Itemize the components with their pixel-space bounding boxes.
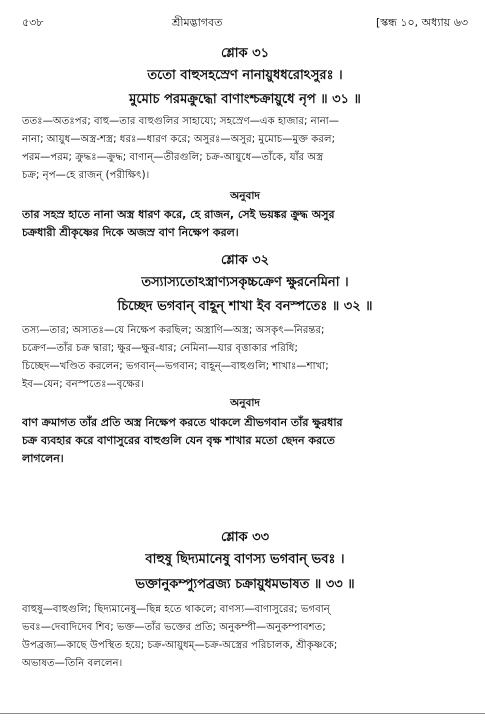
verse-31-label: শ্লোক ৩১ xyxy=(220,46,270,61)
verse-31-synonyms xyxy=(22,113,468,185)
verse-33-line-1: বাহুষু ছিদ্যমানেষু বাণস্য ভগবান্ ভবঃ । xyxy=(145,552,345,567)
book-title: শ্রীমদ্ভাগবত xyxy=(172,16,223,29)
synonym-line: নানা; আয়ুধ—অস্ত্র-শস্ত্র; ধরঃ—ধারণ করে; অসুরঃ—অসুর; মুমোচ—মুক্ত করল; xyxy=(22,134,336,145)
translation-line: তার সহস্র হাতে নানা অস্ত্র ধারণ করে, হে রাজন, সেই ভয়ঙ্কর ক্রুদ্ধ অসুর xyxy=(22,208,335,221)
verse-32-synonyms xyxy=(22,322,468,394)
bottom-divider xyxy=(0,713,485,714)
verse-31-line-1: ততো বাহুসহস্রেণ নানায়ুধধরোঽসুরঃ । xyxy=(147,68,343,83)
translation-line: চক্র ব্যবহার করে বাণাসুরের বাহুগুলি যেন বৃক্ষ শাখার মতো ছেদন করতে xyxy=(22,434,335,447)
synonym-line: চক্রেণ—তাঁর চক্র দ্বারা; ক্ষুর—ক্ষুর-ধার; নেমিনা—যার বৃত্তাকার পরিধি; xyxy=(22,343,298,354)
synonym-line: পরম—পরম; ক্রুদ্ধঃ—ক্রুদ্ধ; বাণান্—তীরগুলি; চক্র-আয়ুধে—তাঁকে, যাঁর অস্ত্র xyxy=(22,152,324,163)
synonym-line: ভবঃ—দেবাদিদেব শিব; ভক্ত—তাঁর ভক্তের প্রতি; অনুকম্পী—অনুকম্পাবশত; xyxy=(22,622,326,633)
verse-31-line-2: মুমোচ পরমক্রুদ্ধো বাণাংশ্চক্রায়ুধে নৃপ ॥ ৩১ ॥ xyxy=(129,92,361,107)
synonym-line: অভাষত—তিনি বললেন। xyxy=(22,658,123,669)
verse-33-label: শ্লোক ৩৩ xyxy=(220,530,270,545)
verse-32-label: শ্লোক ৩২ xyxy=(220,253,270,268)
verse-31-translation xyxy=(22,206,468,242)
verse-32-line-2: চিচ্ছেদ ভগবান্ বাহূন্ শাখা ইব বনস্পতেঃ ॥ ৩২ ॥ xyxy=(117,299,373,314)
synonym-line: ততঃ—অতঃপর; বাহু—তার বাহুগুলির সাহায্যে; সহস্রেণ—এক হাজার; নানা— xyxy=(22,116,339,127)
verse-33-line-2: ভক্তানুকম্প্যুপব্রজ্য চক্রায়ুধমভাষত ॥ ৩৩ ॥ xyxy=(135,577,355,592)
page-header xyxy=(22,14,468,30)
verse-32-line-1: তস্যাস্যতোঽস্ত্রাণ্যসকৃচ্চক্রেণ ক্ষুরনেমিনা । xyxy=(141,275,349,290)
synonym-line: বাহুষু—বাহুগুলি; ছিদ্যমানেষু—ছিন্ন হতে থাকলে; বাণস্য—বাণাসুরের; ভগবান্ xyxy=(22,604,330,615)
page-number: ৫৩৮ xyxy=(22,16,44,29)
verse-32-translation xyxy=(22,414,468,468)
translation-line: চক্রধারী শ্রীকৃষ্ণের দিকে অজস্র বাণ নিক্ষেপ করল। xyxy=(22,226,239,239)
verse-31-translation-title: অনুবাদ xyxy=(230,190,260,202)
verse-32-translation-title: অনুবাদ xyxy=(230,397,260,409)
chapter-reference: [স্কন্ধ ১০, অধ্যায় ৬৩ xyxy=(375,16,468,29)
synonym-line: ইব—যেন; বনস্পতেঃ—বৃক্ষের। xyxy=(22,379,144,390)
translation-line: বাণ ক্রমাগত তাঁর প্রতি অস্ত্র নিক্ষেপ করতে থাকলে শ্রীভগবান তাঁর ক্ষুরধার xyxy=(22,416,343,429)
synonym-line: তস্য—তার; অস্যতঃ—যে নিক্ষেপ করছিল; অস্ত্রাণি—অস্ত্র; অসকৃৎ—নিরন্তর; xyxy=(22,325,325,336)
synonym-line: উপব্রজ্য—কাছে উপস্থিত হয়ে; চক্র-আয়ুধম্—চক্র-অস্ত্রের পরিচালক, শ্রীকৃষ্ণকে; xyxy=(22,640,338,651)
translation-line: লাগলেন। xyxy=(22,452,64,465)
verse-33-synonyms xyxy=(22,601,468,673)
synonym-line: চক্র; নৃপ—হে রাজন্ (পরীক্ষিৎ)। xyxy=(22,170,150,181)
synonym-line: চিচ্ছেদ—খণ্ডিত করলেন; ভগবান্—ভগবান; বাহূন্—বাহুগুলি; শাখাঃ—শাখা; xyxy=(22,361,329,372)
